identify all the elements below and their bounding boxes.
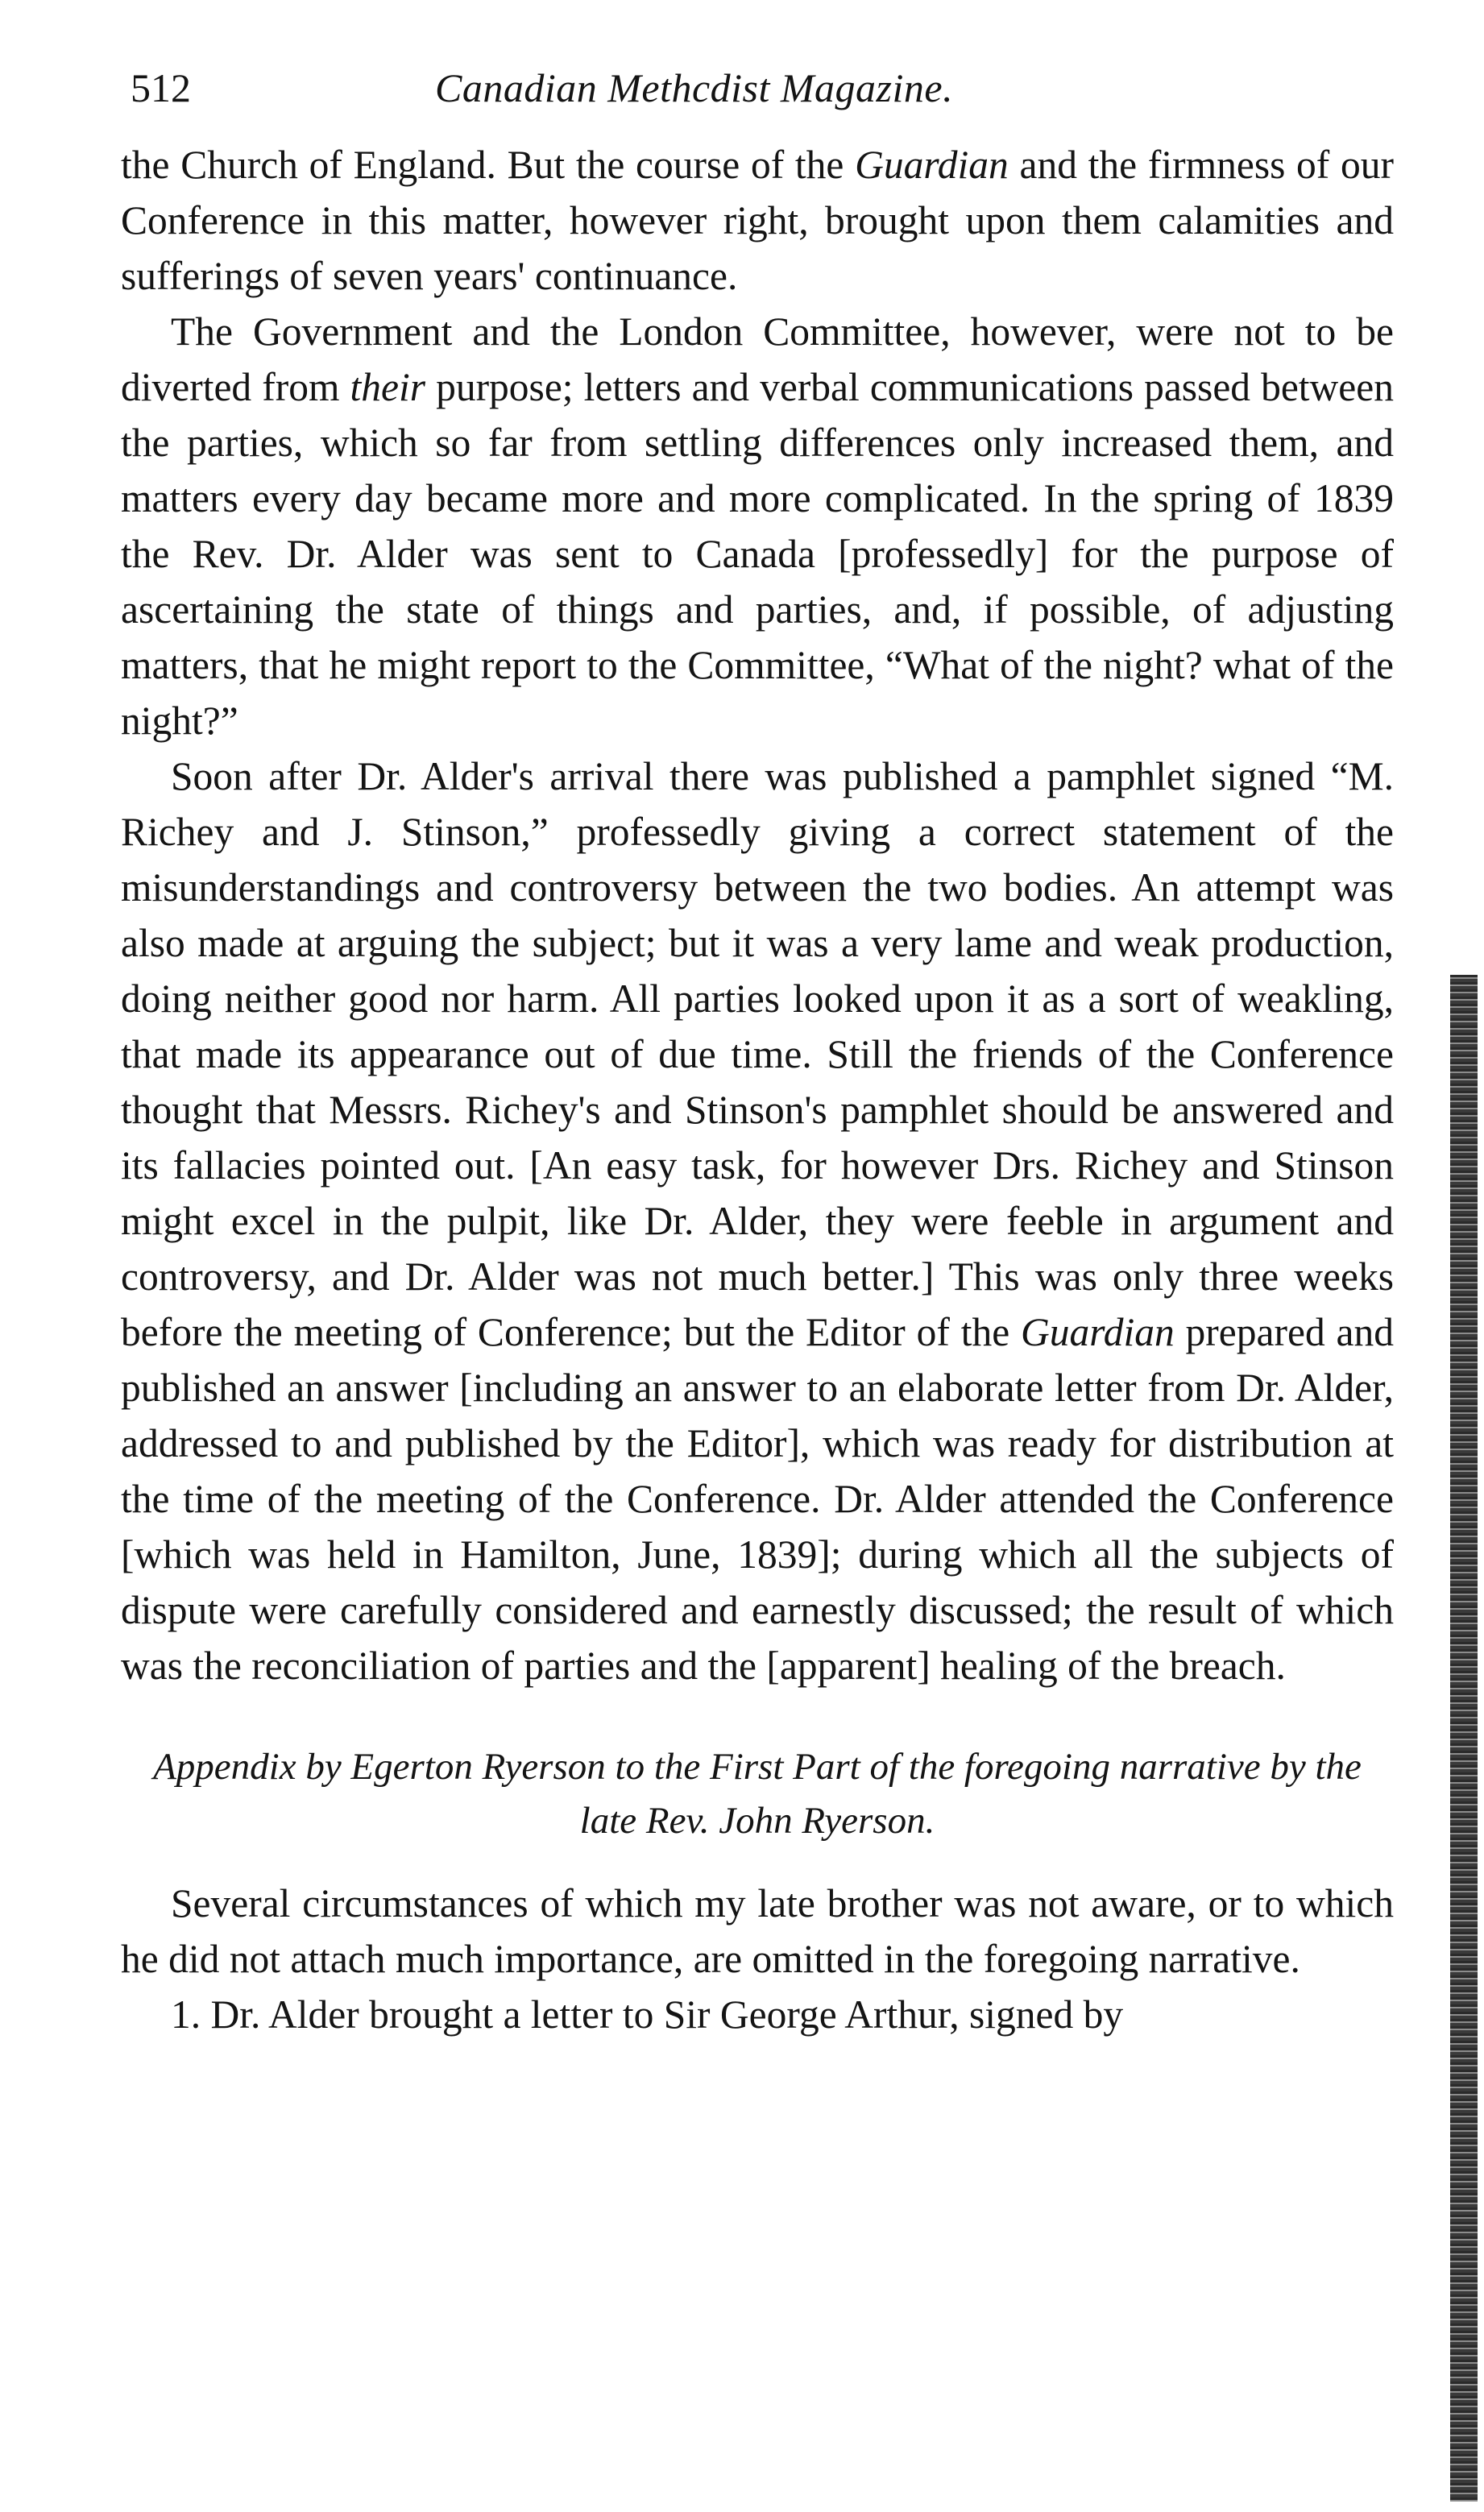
body-text [121,137,1394,2042]
paragraph-2-text-c: purpose; letters and verbal communications passed between the parties, which so far from settling differences only increased them, and matters every day became more and more complicated. In the spring of 1839 the Rev. Dr. Alder was sent to Canada [professedly] for the purpose of ascertaining the state of things and parties, and, if possible, of adjusting matters, that he might report to the Committee, “What of the night? what of the night?” [121,365,1395,743]
paragraph-2 [121,304,1394,748]
paragraph-1-text-a: the Church of England. But the course of the [121,143,856,187]
paragraph-4: Several circumstances of which my late brother was not aware, or to which he did not attach much importance, are omitted in the foregoing narrative. [121,1881,1394,1981]
guardian-title-1: Guardian [855,143,1009,187]
paragraph-3-text-c: prepared and published an answer [including an answer to an elaborate letter from Dr. Alder, addressed to and published by the Editor], which was ready for distribution at the time of the meeting of the Conference. Dr. Alder attended the Conference [which was held in Hamilton, June, 1839]; during which all the subjects of dispute were carefully considered and earnestly discussed; the result of which was the reconciliation of parties and the [apparent] healing of the breach. [121,1310,1395,1688]
paragraph-1 [121,137,1394,304]
paragraph-1-text-c: and the firmness of our Conference in this matter, however right, brought upon them calamities and sufferings of seven years' continuance. [121,143,1394,298]
running-head [121,56,1394,137]
page-number: 512 [131,65,191,110]
page-edge-shadow [1450,975,1478,2502]
paragraph-2-text-a: The Government and the London Committee, however, were not to be diverted from [121,309,1394,409]
numbered-paragraph-1: 1. Dr. Alder brought a letter to Sir George Arthur, signed by [171,1992,1124,2037]
paragraph-3 [121,748,1394,1693]
journal-title: Canadian Methcdist Magazine. [435,65,954,110]
page [121,56,1394,2042]
appendix-heading: Appendix by Egerton Ryerson to the First Part of the foregoing narrative by the late Rev. John Ryerson. [153,1746,1362,1842]
emphasis-their: their [350,365,426,409]
paragraph-3-text-a: Soon after Dr. Alder's arrival there was published a pamphlet signed “M. Richey and J. Stinson,” professedly giving a correct statement of the misunderstandings and controversy between the two bodies. An attempt was also made at arguing the subject; but it was a very lame and weak production, doing neither good nor harm. All parties looked upon it as a sort of weakling, that made its appearance out of due time. Still the friends of the Conference thought that Messrs. Richey's and Stinson's pamphlet should be answered and its fallacies pointed out. [An easy task, for however Drs. Richey and Stinson might excel in the pulpit, like Dr. Alder, they were feeble in argument and controversy, and Dr. Alder was not much better.] This was only three weeks before the meeting of Conference; but the Editor of the [121,754,1394,1354]
guardian-title-2: Guardian [1021,1310,1175,1354]
